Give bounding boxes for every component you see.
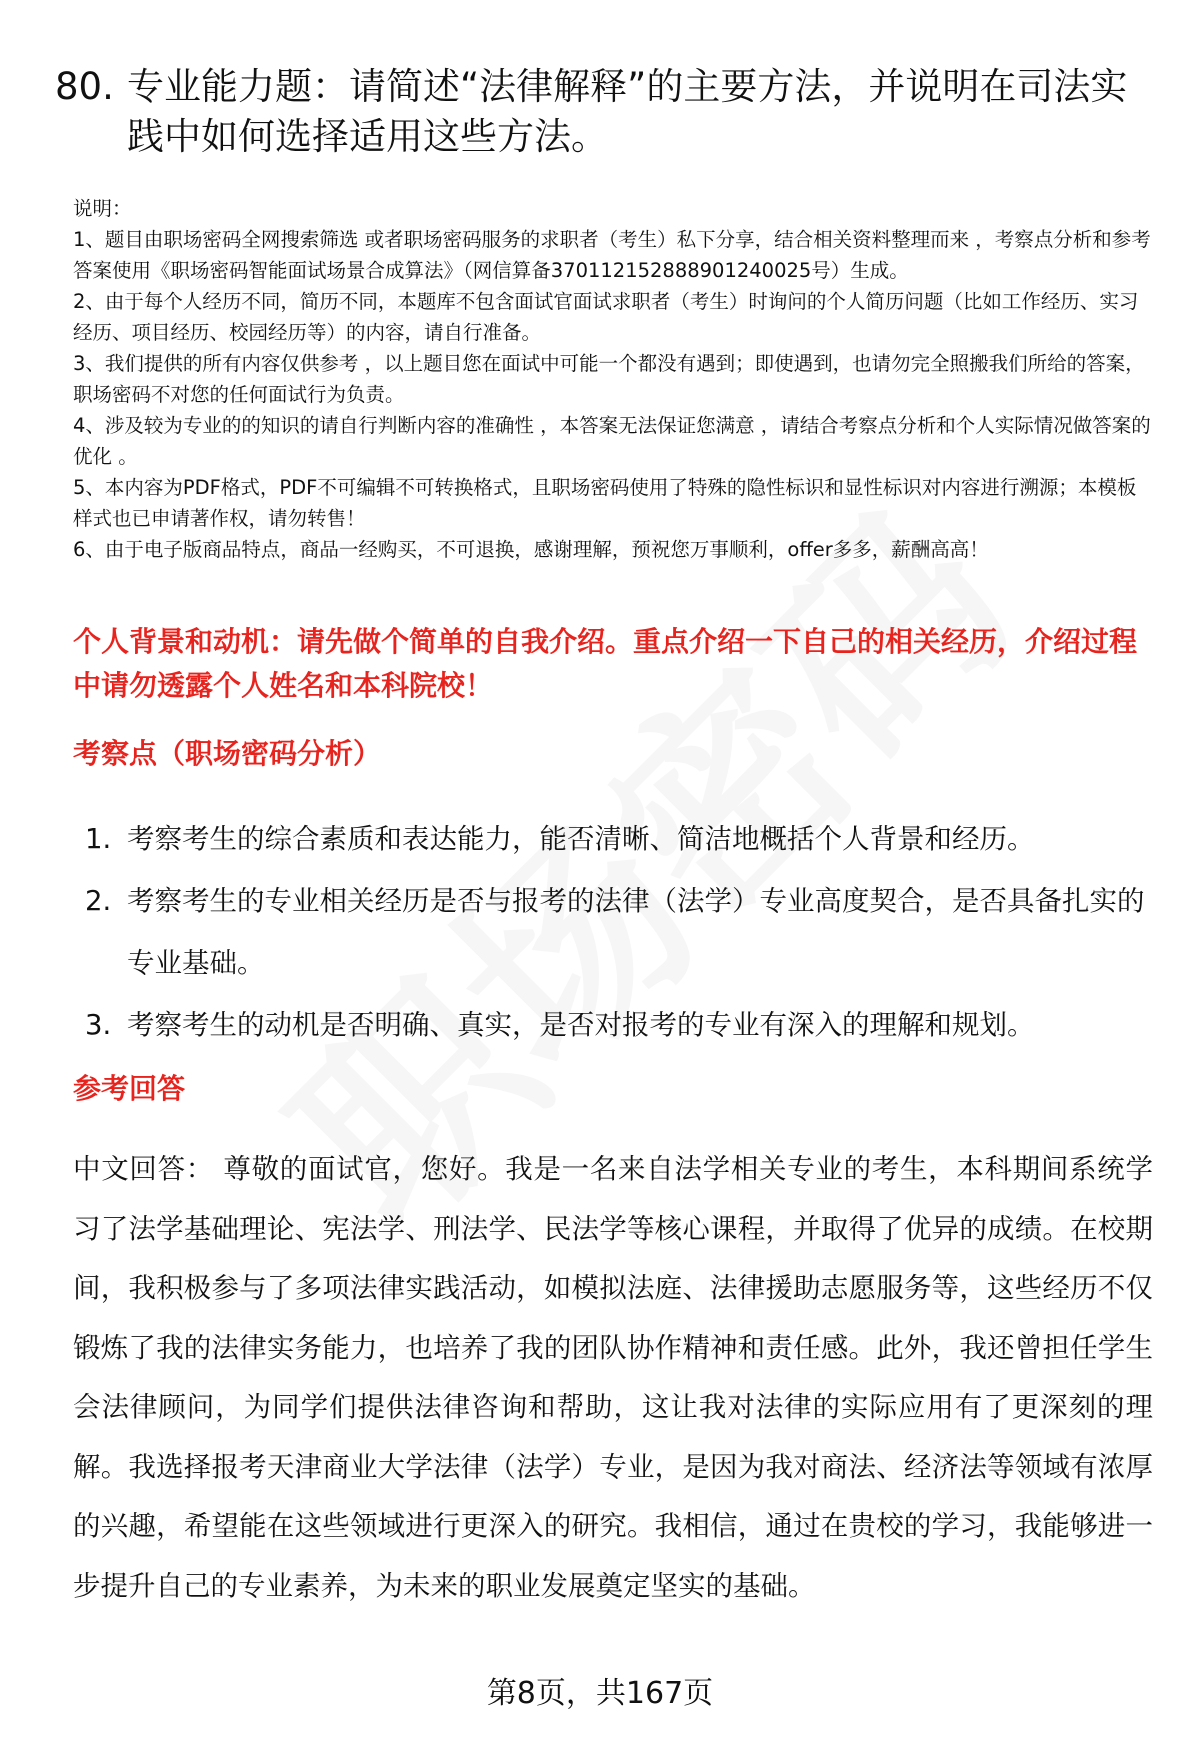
question-text: 专业能力题：请简述“法律解释”的主要方法，并说明在司法实践中如何选择适用这些方法。 [127,65,1128,158]
analysis-list [73,808,1153,1056]
list-item [73,994,1153,1056]
question-title [55,62,1155,162]
note-item: 2、由于每个人经历不同，简历不同，本题库不包含面试官面试求职者（考生）时询问的个人简历问题（比如工作经历、实习经历、项目经历、校园经历等）的内容，请自行准备。 [73,290,1139,344]
answer-text: 中文回答： 尊敬的面试官，您好。我是一名来自法学相关专业的考生，本科期间系统学习了法学基础理论、宪法学、刑法学、民法学等核心课程，并取得了优异的成绩。在校期间，我积极参与了多项法律实践活动，如模拟法庭、法律援助志愿服务等，这些经历不仅锻炼了我的法律实务能力，也培养了我的团队协作精神和责任感。此外，我还曾担任学生会法律顾问，为同学们提供法律咨询和帮助，这让我对法律的实际应用有了更深刻的理解。我选择报考天津商业大学法律（法学）专业，是因为我对商法、经济法等领域有浓厚的兴趣，希望能在这些领域进行更深入的研究。我相信，通过在贵校的学习，我能够进一步提升自己的专业素养，为未来的职业发展奠定坚实的基础。 [73,1153,1153,1602]
notes-section [73,193,1153,565]
notes-title: 说明： [73,197,132,220]
list-text: 考察考生的动机是否明确、真实，是否对报考的专业有深入的理解和规划。 [127,1009,1035,1041]
page-footer: 第8页，共167页 [486,1676,714,1711]
note-item: 1、题目由职场密码全网搜索筛选 或者职场密码服务的求职者（考生）私下分享，结合相关资料整理而来 ，考察点分析和参考答案使用《职场密码智能面试场景合成算法》（网信算备370112152888901240025号）生成。 [73,228,1151,282]
list-number: 1. [85,823,112,855]
question-number: 80. [55,65,114,108]
list-item [73,870,1153,994]
analysis-heading: 考察点（职场密码分析） [73,737,382,770]
note-item: 5、本内容为PDF格式，PDF不可编辑不可转换格式，且职场密码使用了特殊的隐性标识和显性标识对内容进行溯源；本模板样式也已申请著作权，请勿转售！ [73,476,1137,530]
list-number: 2. [85,885,112,917]
list-text: 考察考生的综合素质和表达能力，能否清晰、简洁地概括个人背景和经历。 [127,823,1035,855]
list-item [73,808,1153,870]
note-item: 4、涉及较为专业的的知识的请自行判断内容的准确性 ，本答案无法保证您满意 ，请结合考察点分析和个人实际情况做答案的优化 。 [73,414,1151,468]
list-text: 考察考生的专业相关经历是否与报考的法律（法学）专业高度契合，是否具备扎实的专业基础。 [127,885,1145,979]
note-item: 3、我们提供的所有内容仅供参考 ，以上题目您在面试中可能一个都没有遇到；即使遇到，也请勿完全照搬我们所给的答案，职场密码不对您的任何面试行为负责。 [73,352,1145,406]
list-number: 3. [85,1009,112,1041]
sub-question: 个人背景和动机：请先做个简单的自我介绍。重点介绍一下自己的相关经历，介绍过程中请勿透露个人姓名和本科院校！ [73,625,1138,702]
note-item: 6、由于电子版商品特点，商品一经购买，不可退换，感谢理解，预祝您万事顺利，offer多多，薪酬高高！ [73,538,989,561]
answer-heading: 参考回答 [73,1072,186,1105]
